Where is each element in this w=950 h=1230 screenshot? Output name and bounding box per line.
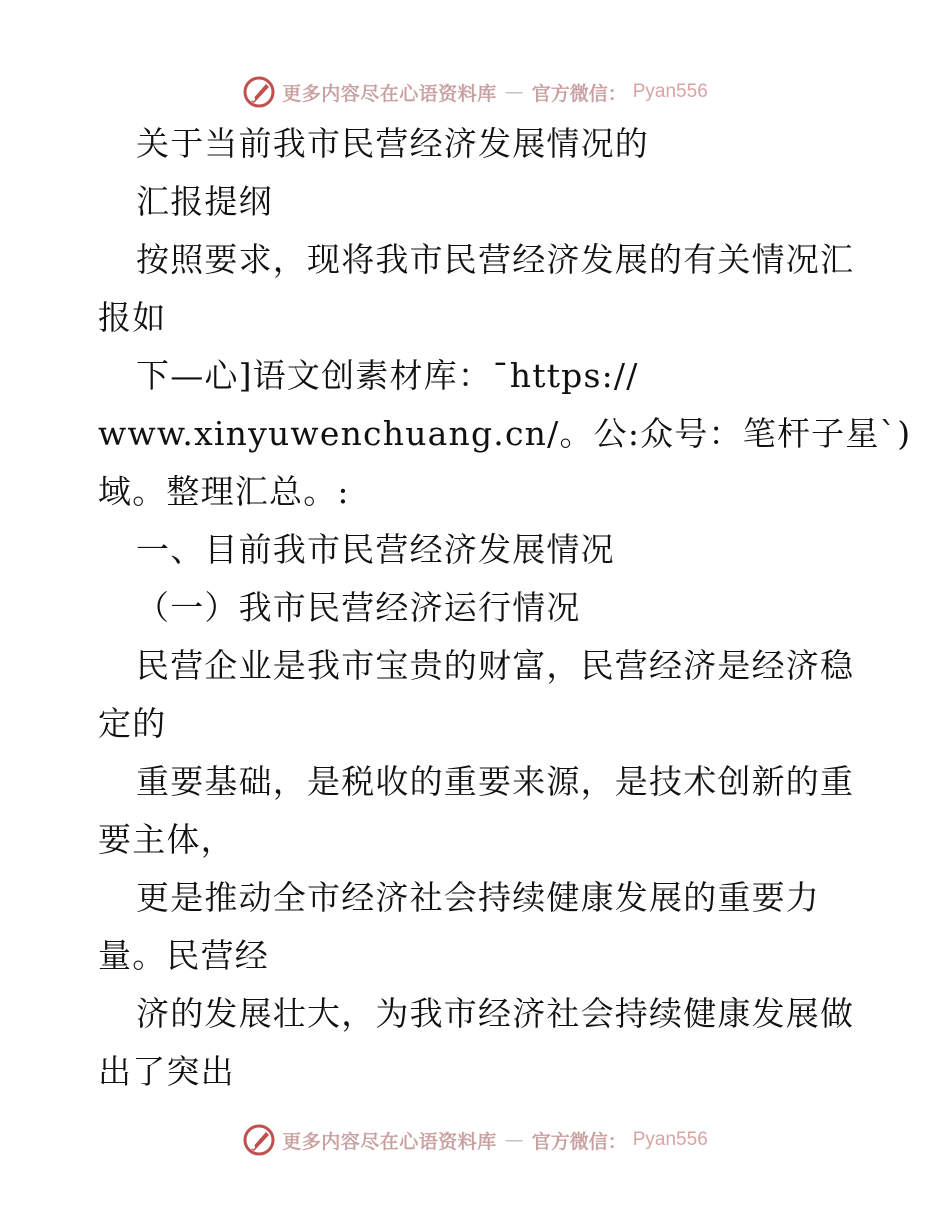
paragraph-line: 域。整理汇总。: xyxy=(98,472,350,511)
doc-title-line-2: 汇报提纲 xyxy=(136,182,273,221)
paragraph-line: www.xinyuwenchuang.cn/。公:众号：笔杆子星`) xyxy=(98,414,912,453)
banner-dash: — xyxy=(504,1129,524,1151)
paragraph-line: 定的 xyxy=(98,704,167,743)
subsection-heading: （一）我市民营经济运行情况 xyxy=(136,588,581,627)
paragraph-line: 重要基础，是税收的重要来源，是技术创新的重 xyxy=(136,762,855,801)
header-watermark-banner xyxy=(0,72,950,112)
section-heading: 一、目前我市民营经济发展情况 xyxy=(136,530,615,569)
paragraph-line: 济的发展壮大，为我市经济社会持续健康发展做 xyxy=(136,994,855,1033)
quill-logo-icon xyxy=(242,1123,276,1157)
banner-wechat-label: 官方微信： xyxy=(531,82,627,105)
doc-title-line-1: 关于当前我市民营经济发展情况的 xyxy=(136,124,649,163)
banner-title: 更多内容尽在心语资料库 xyxy=(282,82,497,105)
paragraph-line: 要主体， xyxy=(98,820,235,859)
banner-wechat-label: 官方微信： xyxy=(531,1130,627,1153)
paragraph-line: 下—心]语文创素材库：¯https:// xyxy=(136,356,639,395)
paragraph-line: 报如 xyxy=(98,298,167,337)
paragraph-line: 量。民营经 xyxy=(98,936,269,975)
footer-watermark-banner xyxy=(0,1120,950,1160)
banner-wechat-id: Pyan556 xyxy=(632,81,708,102)
paragraph-line: 更是推动全市经济社会持续健康发展的重要力 xyxy=(136,878,820,917)
paragraph-line: 按照要求，现将我市民营经济发展的有关情况汇 xyxy=(136,240,855,279)
paragraph-line: 出了突出 xyxy=(98,1052,235,1091)
paragraph-line: 民营企业是我市宝贵的财富，民营经济是经济稳 xyxy=(136,646,855,685)
document-body xyxy=(98,115,912,1101)
banner-dash: — xyxy=(504,81,524,103)
banner-title: 更多内容尽在心语资料库 xyxy=(282,1130,497,1153)
quill-logo-icon xyxy=(242,75,276,109)
banner-wechat-id: Pyan556 xyxy=(632,1129,708,1150)
